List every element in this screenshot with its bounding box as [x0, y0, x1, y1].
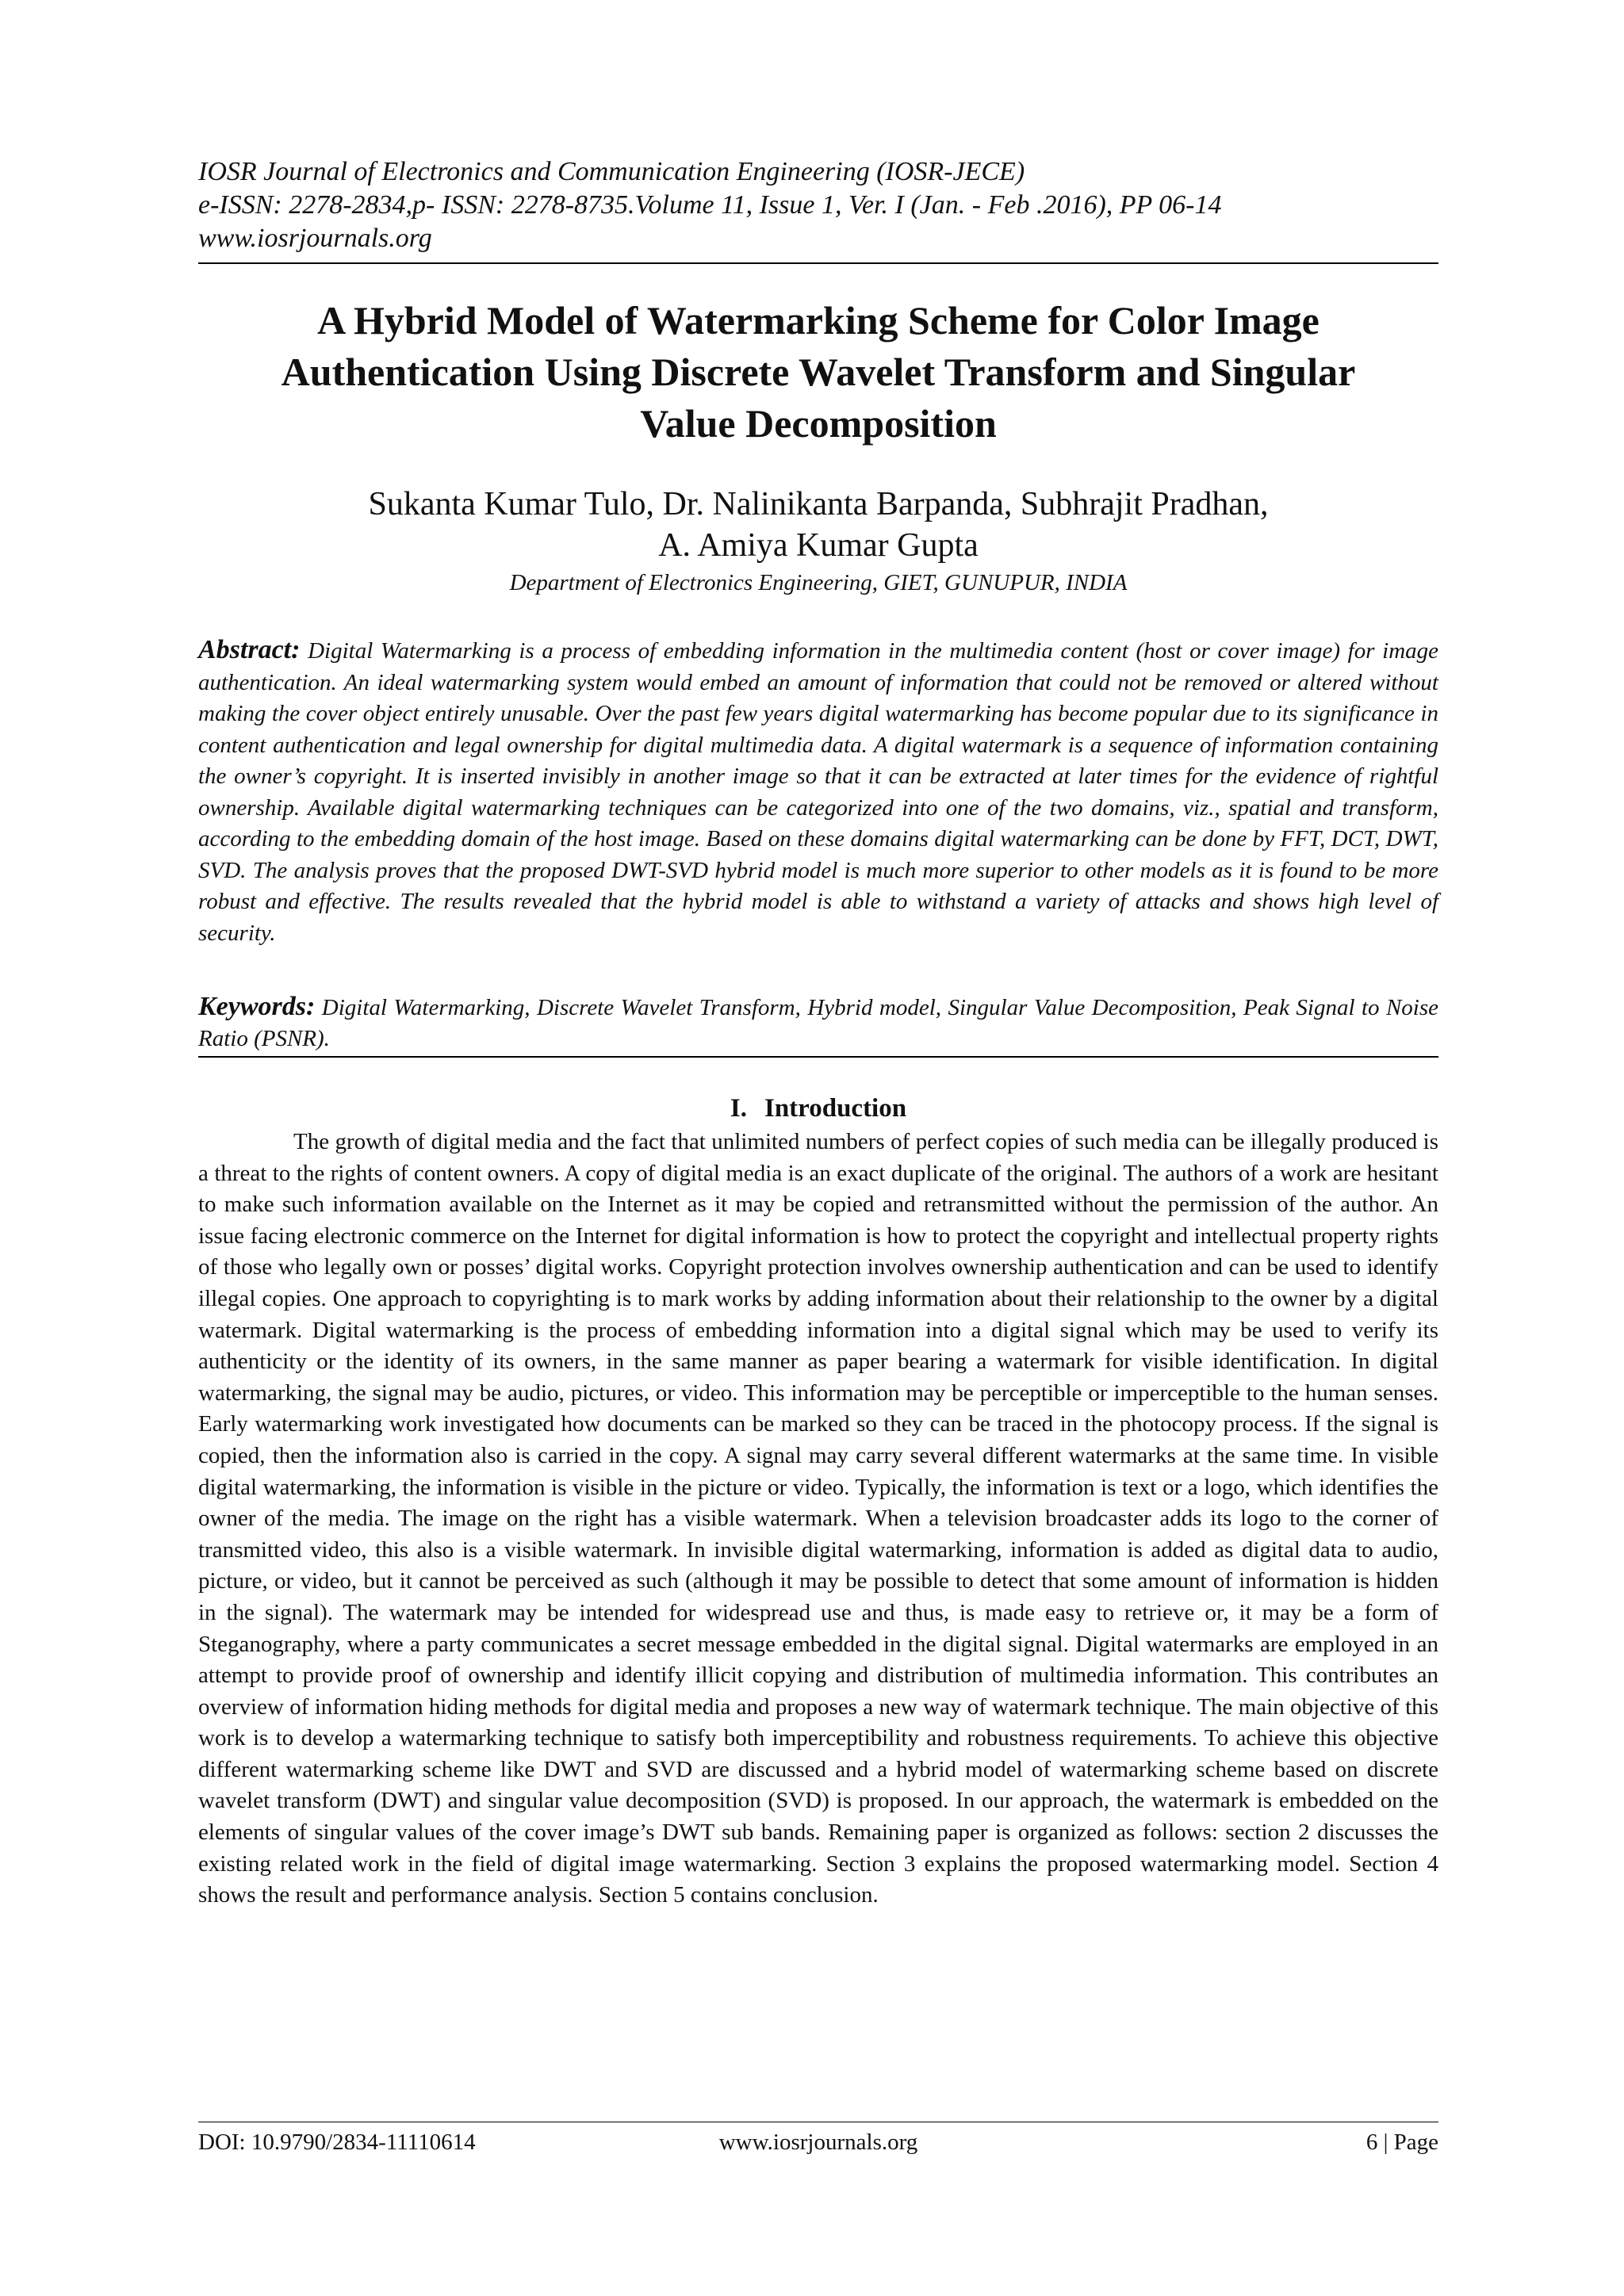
- paper-page: [198, 0, 1438, 2296]
- journal-name: IOSR Journal of Electronics and Communication Engineering (IOSR-JECE): [198, 157, 1025, 186]
- author-list: [198, 484, 1438, 566]
- title-line-2: Authentication Using Discrete Wavelet Transform and Singular: [281, 350, 1356, 394]
- footer-website[interactable]: www.iosrjournals.org: [718, 2130, 918, 2155]
- journal-issn: e-ISSN: 2278-2834,p- ISSN: 2278-8735.Volume 11, Issue 1, Ver. I (Jan. - Feb .2016), PP 06-14: [198, 190, 1222, 220]
- author-affiliation: Department of Electronics Engineering, GIET, GUNUPUR, INDIA: [509, 570, 1128, 595]
- section-heading-introduction: [198, 1093, 1438, 1124]
- abstract-text: Digital Watermarking is a process of embedding information in the multimedia content (host or cover image) for image authentication. An ideal watermarking system would embed an amount of information that could not be removed or altered without making the cover object entirely unusable. Over the past few years digital watermarking has become popular due to its significance in content authentication and legal ownership for digital multimedia data. A digital watermark is a sequence of information containing the owner’s copyright. It is inserted invisibly in another image so that it can be extracted at later times for the evidence of rightful ownership. Available digital watermarking techniques can be categorized into one of the two domains, viz., spatial and transform, according to the embedding domain of the host image. Based on these domains digital watermarking can be done by FFT, DCT, DWT, SVD. The analysis proves that the proposed DWT-SVD hybrid model is much more superior to other models as it is found to be more robust and effective. The results revealed that the hybrid model is able to withstand a variety of attacks and shows high level of security.: [198, 638, 1439, 946]
- footer-page-number: 6 | Page: [1365, 2130, 1438, 2155]
- keywords-label: Keywords:: [198, 992, 316, 1021]
- journal-website[interactable]: www.iosrjournals.org: [198, 224, 432, 253]
- abstract: [198, 634, 1438, 949]
- abstract-label: Abstract:: [198, 635, 301, 664]
- keywords: [198, 991, 1438, 1054]
- authors-line-2: A. Amiya Kumar Gupta: [658, 527, 979, 564]
- abstract-divider: [198, 1056, 1438, 1058]
- journal-header: [198, 155, 1438, 255]
- section-title: Introduction: [764, 1094, 907, 1123]
- paper-title: [198, 295, 1438, 450]
- section-number: I.: [730, 1094, 747, 1123]
- title-line-1: A Hybrid Model of Watermarking Scheme for Color Image: [317, 298, 1320, 342]
- authors-line-1: Sukanta Kumar Tulo, Dr. Nalinikanta Barpanda, Subhrajit Pradhan,: [368, 486, 1269, 522]
- keywords-text: Digital Watermarking, Discrete Wavelet Transform, Hybrid model, Singular Value Decomposition, Peak Signal to Noise Ratio (PSNR).: [198, 995, 1438, 1051]
- header-divider: [198, 262, 1438, 264]
- footer-doi: DOI: 10.9790/2834-11110614: [198, 2130, 476, 2155]
- title-line-3: Value Decomposition: [640, 401, 997, 446]
- introduction-body: The growth of digital media and the fact that unlimited numbers of perfect copies of such media can be illegally produced is a threat to the rights of content owners. A copy of digital media is an exact duplicate of the original. The authors of a work are hesitant to make such information available on the Internet as it may be copied and retransmitted without the permission of the author. An issue facing electronic commerce on the Internet for digital information is how to protect the copyright and intellectual property rights of those who legally own or posses’ digital works. Copyright protection involves ownership authentication and can be used to identify illegal copies. One approach to copyrighting is to mark works by adding information about their relationship to the owner by a digital watermark. Digital watermarking is the process of embedding information into a digital signal which may be used to verify its authenticity or the identity of its owners, in the same manner as paper bearing a watermark for visible identification. In digital watermarking, the signal may be audio, pictures, or video. This information may be perceptible or imperceptible to the human senses. Early watermarking work investigated how documents can be marked so they can be traced in the photocopy process. If the signal is copied, then the information also is carried in the copy. A signal may carry several different watermarks at the same time. In visible digital watermarking, the information is visible in the picture or video. Typically, the information is text or a logo, which identifies the owner of the media. The image on the right has a visible watermark. When a television broadcaster adds its logo to the corner of transmitted video, this also is a visible watermark. In invisible digital watermarking, information is added as digital data to audio, picture, or video, but it cannot be perceived as such (although it may be possible to detect that some amount of information is hidden in the signal). The watermark may be intended for widespread use and thus, is made easy to retrieve or, it may be a form of Steganography, where a party communicates a secret message embedded in the digital signal. Digital watermarks are employed in an attempt to provide proof of ownership and identify illicit copying and distribution of multimedia information. This contributes an overview of information hiding methods for digital media and proposes a new way of watermark technique. The main objective of this work is to develop a watermarking technique to satisfy both imperceptibility and robustness requirements. To achieve this objective different watermarking scheme like DWT and SVD are discussed and a hybrid model of watermarking scheme based on discrete wavelet transform (DWT) and singular value decomposition (SVD) is proposed. In our approach, the watermark is embedded on the elements of singular values of the cover image’s DWT sub bands. Remaining paper is organized as follows: section 2 discusses the existing related work in the field of digital image watermarking. Section 3 explains the proposed watermarking model. Section 4 shows the result and performance analysis. Section 5 contains conclusion.: [198, 1129, 1438, 1908]
